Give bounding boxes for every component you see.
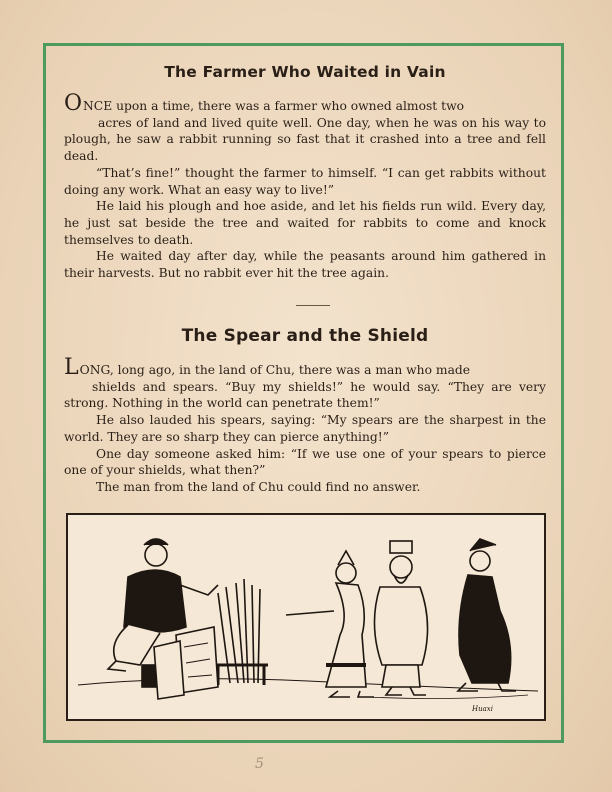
- first-paragraph-rest: acres of land and lived quite well. One day, when he was on his way to plough, he saw a rabbit running so fast that it crashed into a tree and fell dead.: [64, 115, 546, 164]
- story-spear-shield: [64, 326, 546, 496]
- spear-rack: [214, 579, 268, 685]
- paragraph: He waited day after day, while the peasants around him gathered in their harvests. But no rabbit ever hit the tree again.: [64, 249, 546, 281]
- scholar-figure: [458, 539, 516, 691]
- story-opening-spear: [64, 355, 546, 380]
- paragraph: He laid his plough and hoe aside, and let his fields run wild. Every day, he just sat beside the tree and waited for rabbits to come and knock themselves to death.: [64, 199, 546, 247]
- first-paragraph-rest: shields and spears. “Buy my shields!” he would say. “They are very strong. Nothing in the world can penetrate them!”: [64, 379, 546, 411]
- shields: [154, 627, 218, 699]
- paragraph: One day someone asked him: “If we use one of your spears to pierce one of your shields, what then?”: [64, 446, 546, 478]
- drop-cap: L: [64, 355, 79, 380]
- illustration-signature: Huaxi: [472, 705, 493, 713]
- story-title-farmer: The Farmer Who Waited in Vain: [164, 63, 446, 81]
- official-figure: [374, 541, 427, 695]
- asking-man-figure: [286, 551, 374, 697]
- paragraph: The man from the land of Chu could find no answer.: [96, 479, 421, 494]
- paragraph: He also lauded his spears, saying: “My spears are the sharpest in the world. They are so sharp they can pierce anything!”: [64, 413, 546, 444]
- first-line: NCE upon a time, there was a farmer who owned almost two: [83, 99, 465, 113]
- illustration-spear-shield-seller: [66, 513, 546, 721]
- paragraph: “That’s fine!” thought the farmer to himself. “I can get rabbits without doing any work. What an easy way to live!”: [64, 165, 546, 197]
- first-line: ONG, long ago, in the land of Chu, there was a man who made: [79, 363, 471, 377]
- section-divider: [296, 305, 330, 306]
- page-number: 5: [255, 756, 264, 772]
- story-opening-farmer: [64, 91, 546, 116]
- drop-cap: O: [64, 91, 83, 116]
- story-title-spear-shield: The Spear and the Shield: [181, 326, 429, 346]
- illustration-drawing: [68, 515, 544, 719]
- story-farmer: [64, 63, 546, 282]
